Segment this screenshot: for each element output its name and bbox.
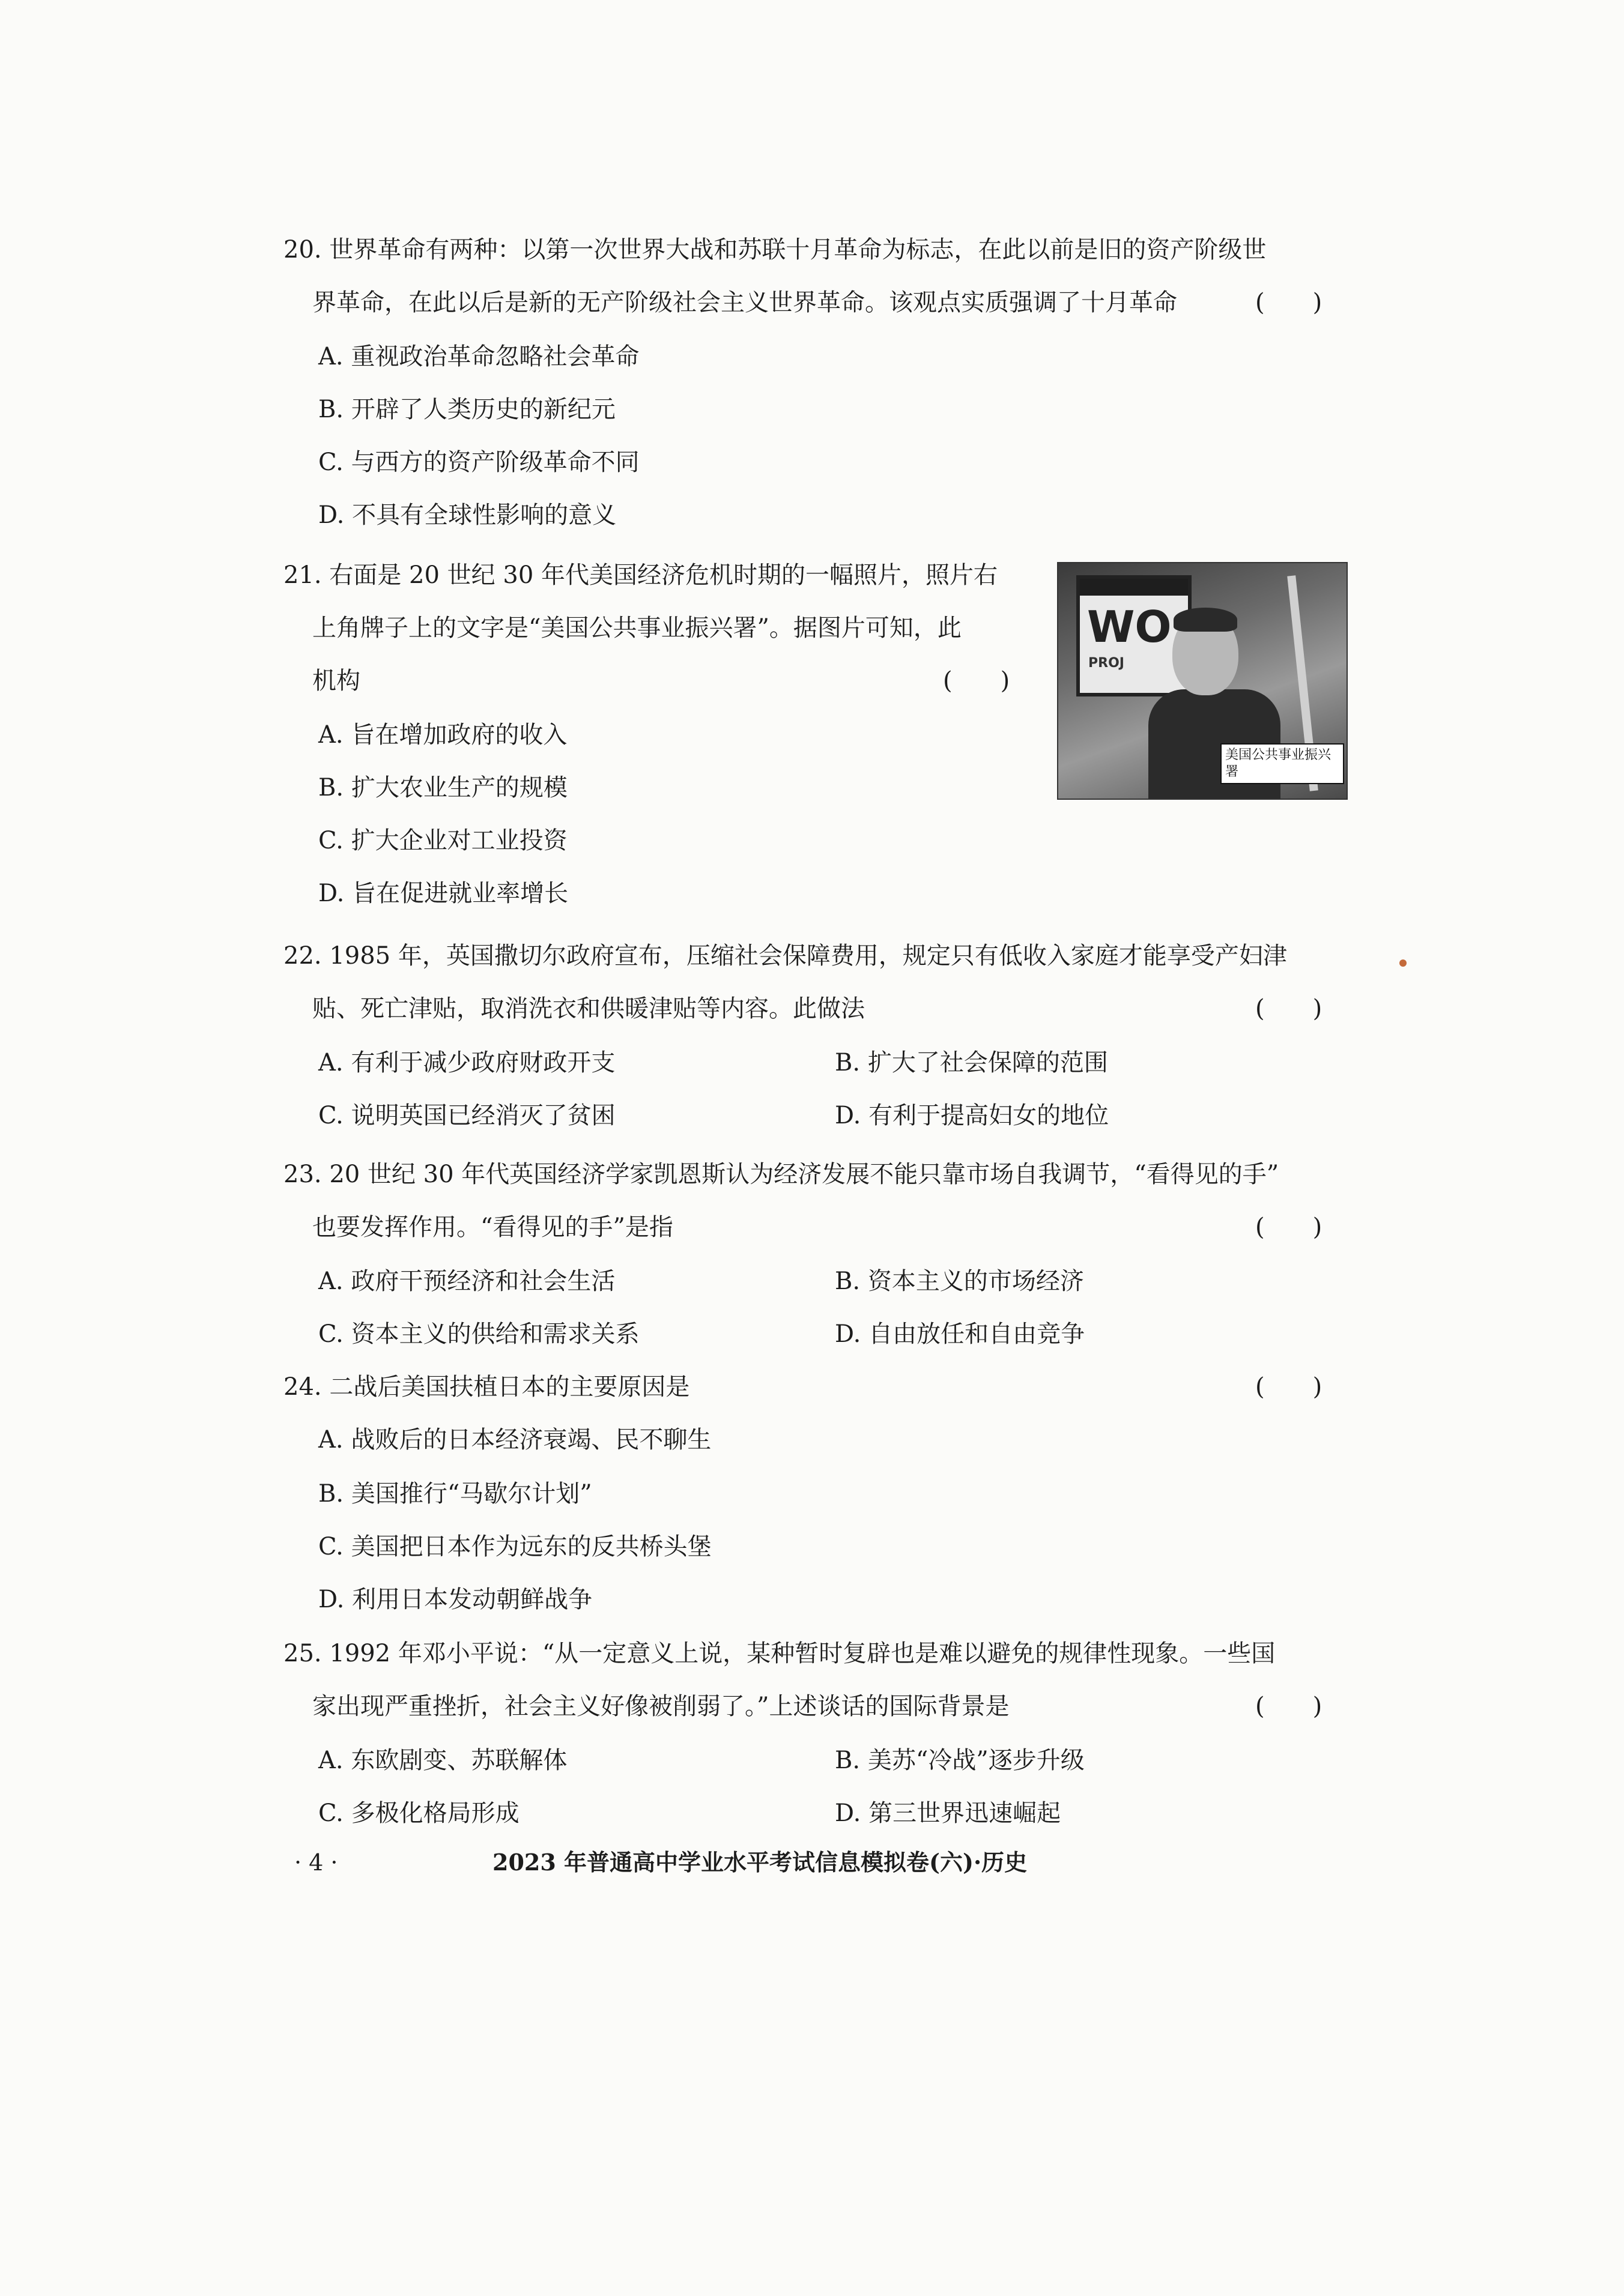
q21-option-c: C. 扩大企业对工业投资: [318, 827, 568, 854]
q23-stem-line-1: 23. 20 世纪 30 年代英国经济学家凯恩斯认为经济发展不能只靠市场自我调节，“看得见的手”: [283, 1161, 1279, 1188]
q20-stem-line-2: 界革命，在此以后是新的无产阶级社会主义世界革命。该观点实质强调了十月革命: [312, 289, 1177, 316]
q20-option-c: C. 与西方的资产阶级革命不同: [318, 449, 640, 476]
q20-stem-line-1: 20. 世界革命有两种：以第一次世界大战和苏联十月革命为标志，在此以前是旧的资产阶级世: [283, 236, 1267, 264]
q23-option-b: B. 资本主义的市场经济: [835, 1267, 1084, 1295]
q21-option-a: A. 旨在增加政府的收入: [318, 721, 568, 749]
q21-stem-line-1: 21. 右面是 20 世纪 30 年代美国经济危机时期的一幅照片，照片右: [283, 561, 998, 589]
q24-option-c: C. 美国把日本作为远东的反共桥头堡: [318, 1533, 712, 1560]
q21-answer-paren: ( ): [943, 667, 1010, 695]
q24-answer-paren: ( ): [1255, 1373, 1323, 1401]
q22-stem-line-2: 贴、死亡津贴，取消洗衣和供暖津贴等内容。此做法: [312, 995, 865, 1023]
q25-answer-paren: ( ): [1255, 1693, 1323, 1720]
scan-mark: [1399, 959, 1407, 967]
q25-stem-line-1: 25. 1992 年邓小平说：“从一定意义上说，某种暂时复辟也是难以避免的规律性现象。一些国: [283, 1640, 1276, 1667]
photo-sign-text: WO: [1087, 602, 1172, 652]
wpa-photo: [1057, 562, 1348, 800]
q21-option-d: D. 旨在促进就业率增长: [318, 880, 569, 907]
q22-answer-paren: ( ): [1255, 995, 1323, 1023]
q21-stem-line-3: 机构: [312, 667, 360, 695]
photo-caption: 美国公共事业振兴署: [1220, 743, 1344, 784]
q23-stem-line-2: 也要发挥作用。“看得见的手”是指: [312, 1213, 673, 1241]
q20-option-b: B. 开辟了人类历史的新纪元: [318, 396, 616, 423]
q21-stem-line-2: 上角牌子上的文字是“美国公共事业振兴署”。据图片可知，此: [312, 614, 962, 642]
q25-option-d: D. 第三世界迅速崛起: [835, 1799, 1061, 1827]
q20-option-d: D. 不具有全球性影响的意义: [318, 501, 617, 529]
q25-stem-line-2: 家出现严重挫折，社会主义好像被削弱了。”上述谈话的国际背景是: [312, 1693, 1010, 1720]
q24-option-d: D. 利用日本发动朝鲜战争: [318, 1586, 593, 1613]
q22-option-d: D. 有利于提高妇女的地位: [835, 1102, 1109, 1129]
q23-answer-paren: ( ): [1255, 1213, 1323, 1241]
q23-option-c: C. 资本主义的供给和需求关系: [318, 1320, 640, 1348]
q22-stem-line-1: 22. 1985 年，英国撒切尔政府宣布，压缩社会保障费用，规定只有低收入家庭才能享受产妇津: [283, 942, 1287, 970]
q25-option-a: A. 东欧剧变、苏联解体: [318, 1747, 568, 1774]
q23-option-a: A. 政府干预经济和社会生活: [318, 1267, 616, 1295]
q20-option-a: A. 重视政治革命忽略社会革命: [318, 343, 640, 370]
q22-option-a: A. 有利于减少政府财政开支: [318, 1049, 616, 1077]
q24-option-a: A. 战败后的日本经济衰竭、民不聊生: [318, 1426, 712, 1454]
page-number: · 4 ·: [294, 1849, 338, 1876]
q24-stem-line-1: 24. 二战后美国扶植日本的主要原因是: [283, 1373, 690, 1401]
q21-option-b: B. 扩大农业生产的规模: [318, 774, 568, 802]
q20-answer-paren: ( ): [1255, 289, 1323, 316]
q24-option-b: B. 美国推行“马歇尔计划”: [318, 1480, 592, 1508]
photo-sign-subtext: PROJ: [1088, 656, 1124, 671]
q22-option-b: B. 扩大了社会保障的范围: [835, 1049, 1108, 1077]
q25-option-c: C. 多极化格局形成: [318, 1799, 520, 1827]
q22-option-c: C. 说明英国已经消灭了贫困: [318, 1102, 616, 1129]
footer-title: 2023 年普通高中学业水平考试信息模拟卷(六)·历史: [492, 1849, 1028, 1876]
q25-option-b: B. 美苏“冷战”逐步升级: [835, 1747, 1085, 1774]
q23-option-d: D. 自由放任和自由竞争: [835, 1320, 1085, 1348]
